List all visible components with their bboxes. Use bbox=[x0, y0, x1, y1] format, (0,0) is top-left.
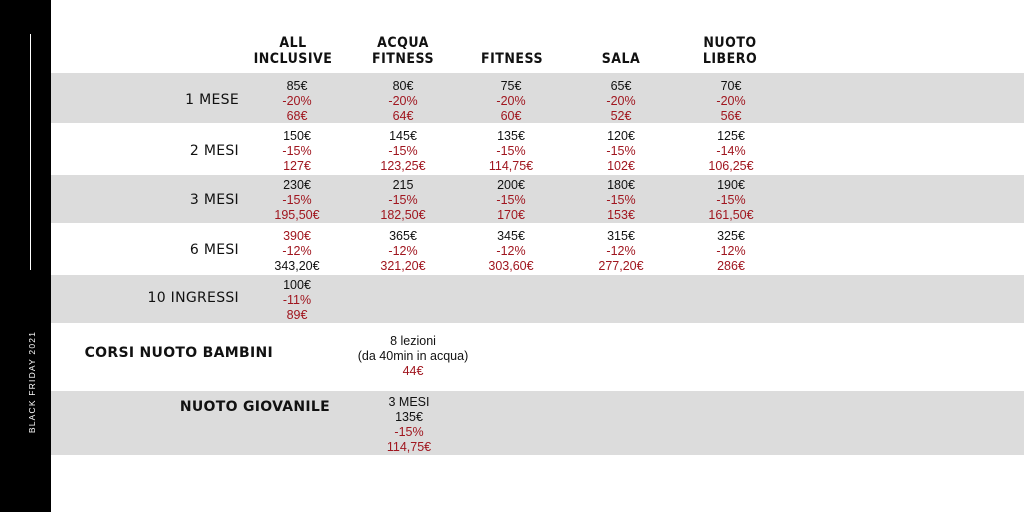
full-price: 135€ bbox=[395, 410, 423, 424]
full-price: 325€ bbox=[717, 229, 745, 243]
discount-percent: -20% bbox=[388, 94, 418, 108]
discounted-price: 64€ bbox=[392, 109, 414, 123]
full-price: 100€ bbox=[283, 278, 311, 292]
discounted-price: 321,20€ bbox=[380, 259, 426, 273]
discounted-price: 161,50€ bbox=[708, 208, 754, 222]
discounted-price: 153€ bbox=[607, 208, 635, 222]
discounted-price: 68€ bbox=[286, 109, 308, 123]
header-line-1 bbox=[457, 35, 567, 51]
sidebar-divider-line bbox=[30, 34, 31, 270]
price-cell bbox=[242, 178, 352, 223]
full-price: 145€ bbox=[389, 129, 417, 143]
price-cell bbox=[242, 229, 352, 274]
row-label-10-ingressi: 10 INGRESSI bbox=[147, 290, 239, 306]
price-cell bbox=[348, 79, 458, 124]
discounted-price: 170€ bbox=[497, 208, 525, 222]
corsi-lessons: 8 lezioni bbox=[390, 334, 436, 348]
discount-percent: -15% bbox=[716, 193, 746, 207]
discount-percent: -15% bbox=[282, 144, 312, 158]
full-price: 315€ bbox=[607, 229, 635, 243]
discounted-price: 182,50€ bbox=[380, 208, 426, 222]
discounted-price: 277,20€ bbox=[598, 259, 644, 273]
price-cell bbox=[566, 229, 676, 274]
discounted-price: 52€ bbox=[610, 109, 632, 123]
full-price: 85€ bbox=[286, 79, 308, 93]
header-line-2: LIBERO bbox=[702, 51, 758, 67]
discount-percent: -15% bbox=[282, 193, 312, 207]
discounted-price: 195,50€ bbox=[274, 208, 320, 222]
header-acqua-fitness bbox=[348, 35, 458, 67]
discounted-price: 56€ bbox=[720, 109, 742, 123]
discounted-price: 123,25€ bbox=[380, 159, 426, 173]
corsi-duration: (da 40min in acqua) bbox=[357, 349, 469, 363]
full-price: 75€ bbox=[500, 79, 522, 93]
giovanile-duration: 3 MESI bbox=[388, 395, 430, 409]
price-cell bbox=[242, 278, 352, 323]
full-price: 215 bbox=[392, 178, 414, 192]
price-cell bbox=[242, 79, 352, 124]
sidebar-caption-text: BLACK FRIDAY 2021 bbox=[27, 330, 37, 434]
price-cell bbox=[456, 129, 566, 174]
sidebar bbox=[0, 0, 51, 512]
discount-percent: -20% bbox=[606, 94, 636, 108]
discount-percent: -12% bbox=[606, 244, 636, 258]
full-price: 70€ bbox=[720, 79, 742, 93]
discounted-price: 89€ bbox=[286, 308, 308, 322]
price-cell bbox=[242, 129, 352, 174]
header-line-1: ALL bbox=[279, 35, 307, 51]
corsi-price: 44€ bbox=[402, 364, 424, 378]
full-price: 365€ bbox=[389, 229, 417, 243]
discount-percent: -11% bbox=[282, 293, 312, 307]
header-line-2: INCLUSIVE bbox=[253, 51, 333, 67]
discount-percent: -20% bbox=[496, 94, 526, 108]
header-line-2: FITNESS bbox=[480, 51, 544, 67]
full-price: 125€ bbox=[717, 129, 745, 143]
giovanile-cell bbox=[354, 395, 464, 455]
price-cell bbox=[676, 229, 786, 274]
full-price: 150€ bbox=[283, 129, 311, 143]
header-line-1 bbox=[566, 35, 676, 51]
full-price: 65€ bbox=[610, 79, 632, 93]
full-price: 120€ bbox=[607, 129, 635, 143]
price-cell bbox=[456, 229, 566, 274]
header-line-1: ACQUA bbox=[377, 35, 429, 51]
discount-percent: -20% bbox=[282, 94, 312, 108]
full-price: 135€ bbox=[497, 129, 525, 143]
full-price: 345€ bbox=[497, 229, 525, 243]
row-label-3-mesi: 3 MESI bbox=[189, 192, 239, 208]
price-cell bbox=[566, 178, 676, 223]
header-line-2: SALA bbox=[601, 51, 641, 67]
row-label-2-mesi: 2 MESI bbox=[189, 143, 239, 159]
discount-percent: -15% bbox=[388, 193, 418, 207]
price-cell bbox=[566, 79, 676, 124]
discount-percent: -15% bbox=[606, 193, 636, 207]
full-price: 80€ bbox=[392, 79, 414, 93]
discount-percent: -20% bbox=[716, 94, 746, 108]
price-cell bbox=[456, 178, 566, 223]
price-cell bbox=[348, 178, 458, 223]
discounted-price: 102€ bbox=[607, 159, 635, 173]
discount-percent: -15% bbox=[394, 425, 424, 439]
header-fitness bbox=[457, 35, 567, 67]
discounted-price: 114,75€ bbox=[488, 159, 534, 173]
price-cell bbox=[676, 79, 786, 124]
full-price: 230€ bbox=[283, 178, 311, 192]
full-price: 390€ bbox=[283, 229, 311, 243]
discounted-price: 114,75€ bbox=[386, 440, 432, 454]
full-price: 200€ bbox=[497, 178, 525, 192]
price-cell bbox=[348, 129, 458, 174]
discount-percent: -12% bbox=[716, 244, 746, 258]
discount-percent: -15% bbox=[606, 144, 636, 158]
full-price: 180€ bbox=[607, 178, 635, 192]
price-cell bbox=[676, 129, 786, 174]
corsi-cell bbox=[346, 334, 480, 379]
price-cell bbox=[676, 178, 786, 223]
discount-percent: -14% bbox=[716, 144, 746, 158]
discount-percent: -12% bbox=[496, 244, 526, 258]
price-cell bbox=[456, 79, 566, 124]
discount-percent: -15% bbox=[496, 144, 526, 158]
header-line-2: FITNESS bbox=[371, 51, 435, 67]
discounted-price: 303,60€ bbox=[488, 259, 534, 273]
discounted-price: 106,25€ bbox=[708, 159, 754, 173]
discounted-price: 127€ bbox=[283, 159, 311, 173]
row-label-6-mesi: 6 MESI bbox=[189, 242, 239, 258]
discounted-price: 343,20€ bbox=[274, 259, 320, 273]
header-nuoto-libero bbox=[675, 35, 785, 67]
row-label-nuoto-giovanile: NUOTO GIOVANILE bbox=[179, 399, 330, 415]
price-cell bbox=[348, 229, 458, 274]
full-price: 190€ bbox=[717, 178, 745, 192]
header-line-1: NUOTO bbox=[703, 35, 757, 51]
header-all-inclusive bbox=[238, 35, 348, 67]
row-label-corsi-nuoto-bambini: CORSI NUOTO BAMBINI bbox=[84, 345, 273, 361]
discount-percent: -12% bbox=[282, 244, 312, 258]
price-cell bbox=[566, 129, 676, 174]
discounted-price: 60€ bbox=[500, 109, 522, 123]
discount-percent: -15% bbox=[496, 193, 526, 207]
discounted-price: 286€ bbox=[717, 259, 745, 273]
row-label-1-mese: 1 MESE bbox=[185, 92, 239, 108]
discount-percent: -12% bbox=[388, 244, 418, 258]
discount-percent: -15% bbox=[388, 144, 418, 158]
header-sala bbox=[566, 35, 676, 67]
